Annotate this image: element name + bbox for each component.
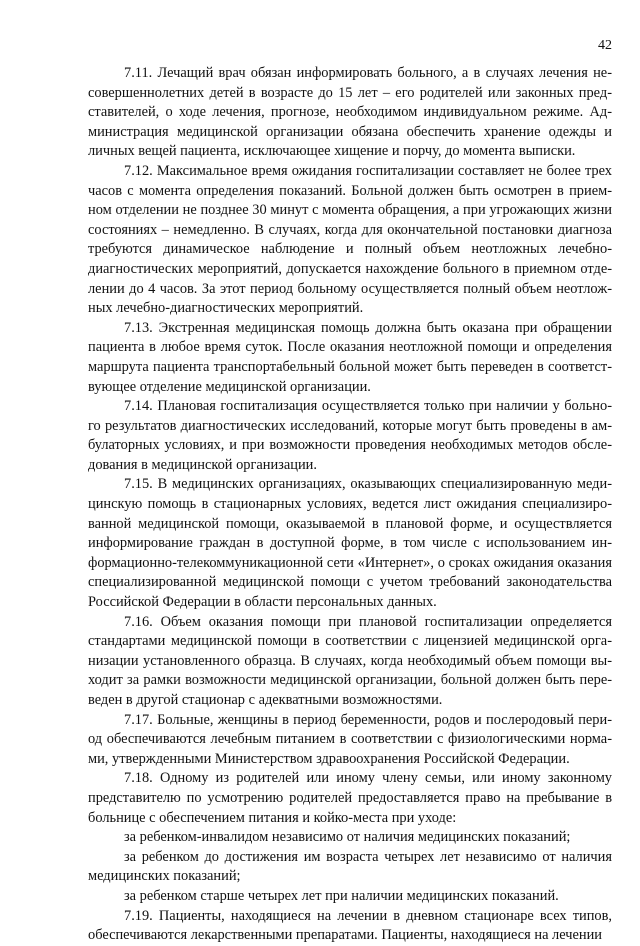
page-number: 42 xyxy=(598,38,612,53)
paragraph-7-14: 7.14. Плановая госпитализация осуществляется только при наличии у больного результатов диагностических исследований, которые могут быть проведены в амбулаторных условиях, и при возможности проведения необходимых методов обследования в медицинской организации. xyxy=(88,398,612,473)
paragraph-7-13: 7.13. Экстренная медицинская помощь должна быть оказана при обращении пациента в любое время суток. После оказания неотложной помощи и определения маршрута пациента транспортабельный больной может быть переведен в соответствующее отделение медицинской организации. xyxy=(88,319,612,395)
list-item-disabled-child: за ребенком-инвалидом независимо от наличия медицинских показаний; xyxy=(124,829,571,846)
paragraph-7-18: 7.18. Одному из родителей или иному члену семьи, или иному законному представителю по усмотрению родителей предоставляется право на пребывание в больнице с обеспечением питания и койко-места при уходе: xyxy=(88,770,612,826)
paragraph-7-17: 7.17. Больные, женщины в период беременности, родов и послеродовый период обеспечиваются лечебным питанием в соответствии с физиологическими нормами, утвержденными Министерством здравоохранения Российской Федерации. xyxy=(88,711,612,767)
paragraph-7-12: 7.12. Максимальное время ожидания госпитализации составляет не более трех часов с момента определения показаний. Больной должен быть осмотрен в приемном отделении не позднее 30 минут с момента обращения, а при угрожающих жизни состояниях – немедленно. В случаях, когда для окончательной постановки диагноза требуются динамическое наблюдение и полный объем неотложных лечебно-диагностических мероприятий, допускается нахождение больного в приемном отделении до 4 часов. За этот период больному осуществляется полный объем неотложных лечебно-диагностических мероприятий. xyxy=(88,162,612,317)
paragraph-7-11: 7.11. Лечащий врач обязан информировать больного, а в случаях лечения несовершеннолетних детей в возрасте до 15 лет – его родителей или законных представителей, о ходе лечения, прогнозе, необходимом индивидуальном режиме. Администрация медицинской организации обязана обеспечить хранение одежды и личных вещей пациента, исключающее хищение и порчу, до момента выписки. xyxy=(88,65,612,160)
document-body xyxy=(88,64,612,946)
list-item-child-over-four: за ребенком старше четырех лет при наличии медицинских показаний. xyxy=(124,887,559,904)
paragraph-7-15: 7.15. В медицинских организациях, оказывающих специализированную медицинскую помощь в стационарных условиях, ведется лист ожидания специализированной медицинской помощи, оказываемой в плановой форме, и осуществляется информирование граждан в доступной форме, в том числе с использованием информационно-телекоммуникационной сети «Интернет», о сроках ожидания оказания специализированной медицинской помощи с учетом требований законодательства Российской Федерации в области персональных данных. xyxy=(88,476,612,611)
paragraph-7-16: 7.16. Объем оказания помощи при плановой госпитализации определяется стандартами медицинской помощи в соответствии с лицензией медицинской организации установленного образца. В случаях, когда необходимый объем помощи выходит за рамки возможности медицинской организации, больной должен быть переведен в другой стационар с адекватными возможностями. xyxy=(88,613,612,708)
paragraph-7-19: 7.19. Пациенты, находящиеся на лечении в дневном стационаре всех типов, обеспечиваются лекарственными препаратами. Пациенты, находящиеся на лечении xyxy=(88,907,612,944)
list-item-child-under-four: за ребенком до достижения им возраста четырех лет независимо от наличия медицинских показаний; xyxy=(88,848,612,885)
